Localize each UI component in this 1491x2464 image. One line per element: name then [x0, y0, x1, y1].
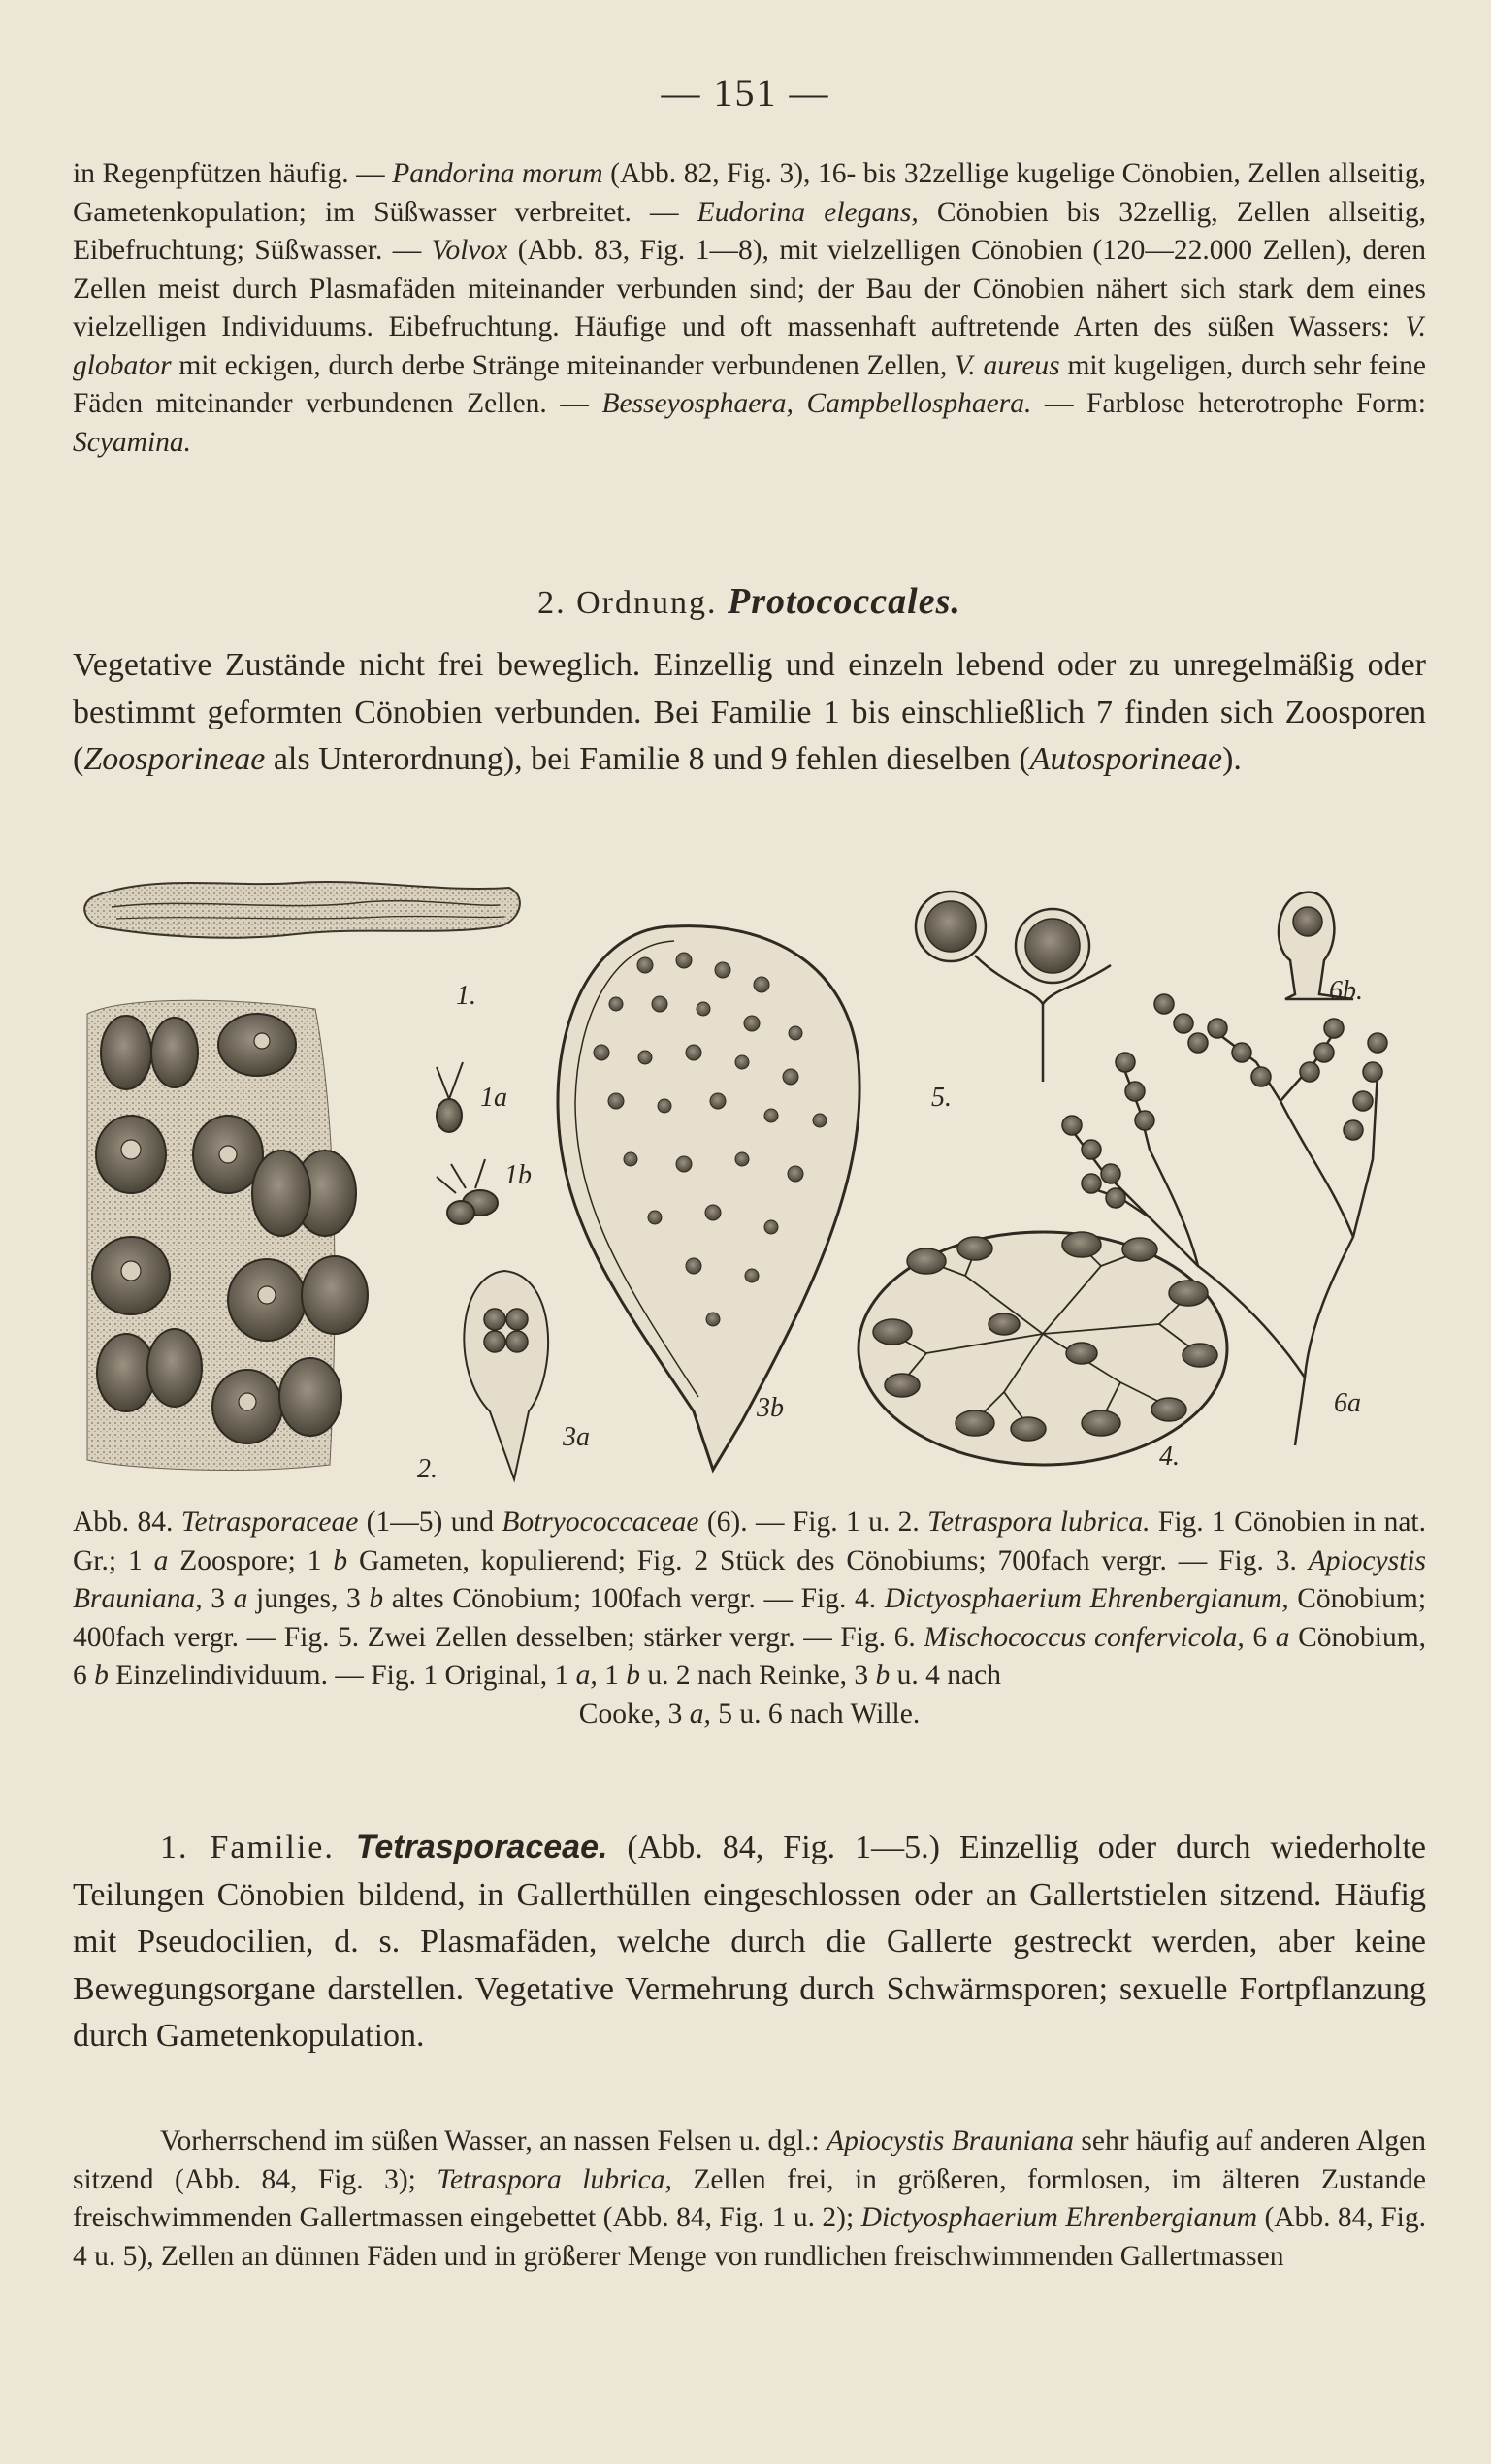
- label-fig-1b: 1b: [504, 1160, 532, 1190]
- final-paragraph: [73, 2123, 1426, 2276]
- text-segment: Cönobien bis 32zellig, Zellen allseitig, Eibefruchtung; Süßwasser. —: [73, 196, 1426, 266]
- italic-segment: Volvox: [431, 235, 508, 266]
- order-paragraph: [73, 642, 1426, 784]
- text-segment: 1: [597, 1660, 627, 1691]
- italic-segment: a: [233, 1583, 248, 1614]
- text-segment: als Unterordnung), bei Familie 8 und 9 fehlen dieselben (: [265, 741, 1030, 777]
- text-segment: (Abb. 84, Fig. 1—5.) Einzellig oder durch wiederholte Teilungen Cönobien bildend, in Gallerthüllen eingeschlossen oder an Gallertstielen sitzend. Häufig mit Pseudocilien, d. s. Plasmafäden, welche durch die Gallerte gestreckt werden, aber keine Bewegungsorgane darstellen. Vegetative Vermehrung durch Schwärmsporen; sexuelle Fortpflanzung durch Gametenkopulation.: [73, 1830, 1426, 2054]
- italic-segment: Besseyosphaera, Campbellosphaera.: [601, 388, 1032, 419]
- fig1a-zoospore: [437, 1062, 463, 1132]
- italic-segment: Zoosporineae: [83, 741, 266, 777]
- intro-paragraph: [73, 155, 1426, 462]
- label-fig-3a: 3a: [563, 1422, 590, 1452]
- figure-caption: [73, 1504, 1426, 1734]
- family-paragraph: [73, 1824, 1426, 2060]
- label-fig-3b: 3b: [757, 1393, 784, 1423]
- text-segment: Vorherrschend im süßen Wasser, an nassen Felsen u. dgl.:: [160, 2125, 827, 2156]
- text-segment: (Abb. 83, Fig. 1—8), mit vielzelligen Cönobien (120—22.000 Zellen), deren Zellen meist durch Plasmafäden miteinander verbunden sind; der Bau der Cönobien nähert sich stark dem eines vielzelligen Individuums. Eibefruchtung. Häufige und oft massenhaft auftretende Arten des süßen Wassers:: [73, 235, 1426, 342]
- italic-segment: Autosporineae: [1029, 741, 1223, 777]
- text-segment: 5 u. 6 nach Wille.: [710, 1698, 921, 1730]
- family-paragraph-text: [73, 1824, 1426, 2060]
- final-paragraph-text: [73, 2123, 1426, 2276]
- text-segment: junges, 3: [247, 1583, 370, 1614]
- text-segment: ).: [1222, 741, 1242, 777]
- fig1-colony: [84, 882, 520, 938]
- text-segment: (Abb. 84, Fig. 4 u. 5), Zellen an dünnen Fäden und in größerer Menge von rundlichen freischwimmenden Gallertmassen: [73, 2202, 1426, 2272]
- label-fig-2: 2.: [417, 1454, 438, 1484]
- italic-segment: a: [153, 1544, 169, 1576]
- italic-segment: Tetrasporaceae: [180, 1507, 359, 1538]
- italic-segment: a,: [575, 1660, 598, 1691]
- italic-segment: Scyamina.: [73, 426, 192, 458]
- order-heading-title: Protococcales.: [728, 581, 961, 622]
- label-fig-1a: 1a: [480, 1083, 507, 1113]
- fig3b-old-coenobium: [558, 926, 859, 1470]
- italic-segment: Tetraspora lubrica,: [437, 2163, 672, 2195]
- italic-segment: Botryococcaceae: [502, 1507, 699, 1538]
- fig5-two-cells: [916, 892, 1111, 1082]
- text-segment: Fig. 1 Cönobien in nat. Gr.; 1: [73, 1507, 1426, 1576]
- family-prefix: 1. Familie.: [160, 1830, 356, 1865]
- order-heading: [73, 580, 1426, 623]
- italic-segment: b: [94, 1660, 109, 1691]
- italic-segment: Apiocystis Brauniana: [827, 2125, 1074, 2156]
- figure-84: [73, 868, 1426, 1489]
- text-segment: Cooke, 3: [578, 1698, 690, 1730]
- family-name: Tetrasporaceae.: [355, 1829, 608, 1865]
- text-segment: Zellen frei, in größeren, formlosen, im älteren Zustande freischwimmenden Gallertmassen eingebettet (Abb. 84, Fig. 1 u. 2);: [73, 2163, 1427, 2233]
- intro-text: [73, 155, 1426, 462]
- italic-segment: b: [333, 1544, 348, 1576]
- text-segment: altes Cönobium; 100fach vergr. — Fig. 4.: [383, 1583, 885, 1614]
- italic-segment: a,: [689, 1698, 711, 1730]
- italic-segment: Dictyosphaerium Ehrenbergianum,: [884, 1583, 1289, 1614]
- italic-segment: b: [875, 1660, 891, 1691]
- text-segment: Gameten, kopulierend; Fig. 2 Stück des Cönobiums; 700fach vergr. — Fig. 3.: [347, 1544, 1309, 1576]
- text-segment: Cönobium, 6: [73, 1621, 1427, 1691]
- italic-segment: b: [626, 1660, 641, 1691]
- italic-segment: Dictyosphaerium Ehrenbergianum: [860, 2202, 1258, 2233]
- caption-last-line: [73, 1696, 1426, 1735]
- italic-segment: a: [1275, 1621, 1290, 1653]
- text-segment: Zoospore; 1: [168, 1544, 334, 1576]
- caption-text: [73, 1504, 1426, 1696]
- text-segment: (6). — Fig. 1 u. 2.: [698, 1507, 928, 1538]
- text-segment: (1—5) und: [358, 1507, 502, 1538]
- text-segment: Einzelindividuum. — Fig. 1 Original, 1: [108, 1660, 576, 1691]
- fig2-coenobium-piece: [87, 1000, 368, 1470]
- text-segment: sehr häufig auf anderen Algen sitzend (Abb. 84, Fig. 3);: [73, 2125, 1427, 2195]
- italic-segment: b: [369, 1583, 384, 1614]
- label-fig-1: 1.: [456, 981, 476, 1011]
- order-heading-prefix: 2. Ordnung.: [537, 585, 718, 621]
- text-segment: u. 4 nach: [890, 1660, 1001, 1691]
- fig3a-young-coenobium: [464, 1271, 548, 1479]
- order-paragraph-text: [73, 642, 1426, 784]
- text-segment: (Abb. 82, Fig. 3), 16- bis 32zellige kugelige Cönobien, Zellen allseitig, Gametenkopulation; im Süßwasser verbreitet. —: [73, 158, 1426, 228]
- label-fig-4: 4.: [1159, 1442, 1180, 1472]
- text-segment: u. 2 nach Reinke, 3: [640, 1660, 876, 1691]
- figure-84-illustration: [73, 868, 1426, 1489]
- text-segment: 3: [202, 1583, 234, 1614]
- italic-segment: Tetraspora lubrica.: [927, 1507, 1151, 1538]
- text-segment: mit eckigen, durch derbe Stränge miteinander verbundenen Zellen,: [171, 349, 956, 381]
- italic-segment: Eudorina elegans,: [697, 196, 919, 228]
- italic-segment: Mischococcus confervicola,: [924, 1621, 1245, 1653]
- label-fig-5: 5.: [931, 1083, 952, 1113]
- text-segment: Abb. 84.: [73, 1507, 181, 1538]
- italic-segment: V. aureus: [955, 349, 1060, 381]
- fig1b-gametes: [437, 1159, 498, 1224]
- text-segment: in Regenpfützen häufig. —: [73, 158, 393, 189]
- text-segment: Cönobium; 400fach vergr. — Fig. 5. Zwei Zellen desselben; stärker vergr. — Fig. 6.: [73, 1583, 1427, 1653]
- italic-segment: Pandorina morum: [392, 158, 603, 189]
- fig4-dictyosphaerium-coenobium: [859, 1232, 1227, 1465]
- text-segment: Vegetative Zustände nicht frei beweglich. Einzellig und einzeln lebend oder zu unregelmäßig oder bestimmt geformten Cönobien verbunden. Bei Familie 1 bis einschließlich 7 finden sich Zoosporen (: [73, 647, 1426, 777]
- page-number: — 151 —: [661, 71, 830, 114]
- label-fig-6b: 6b.: [1329, 976, 1363, 1006]
- text-segment: 6: [1244, 1621, 1276, 1653]
- italic-segment: V. globator: [73, 311, 1426, 381]
- label-fig-6a: 6a: [1334, 1388, 1361, 1418]
- italic-segment: Apiocystis Brauniana,: [73, 1544, 1426, 1614]
- text-segment: mit kugeligen, durch sehr feine Fäden miteinander verbundenen Zellen. —: [73, 349, 1426, 419]
- text-segment: — Farblose heterotrophe Form:: [1031, 388, 1426, 419]
